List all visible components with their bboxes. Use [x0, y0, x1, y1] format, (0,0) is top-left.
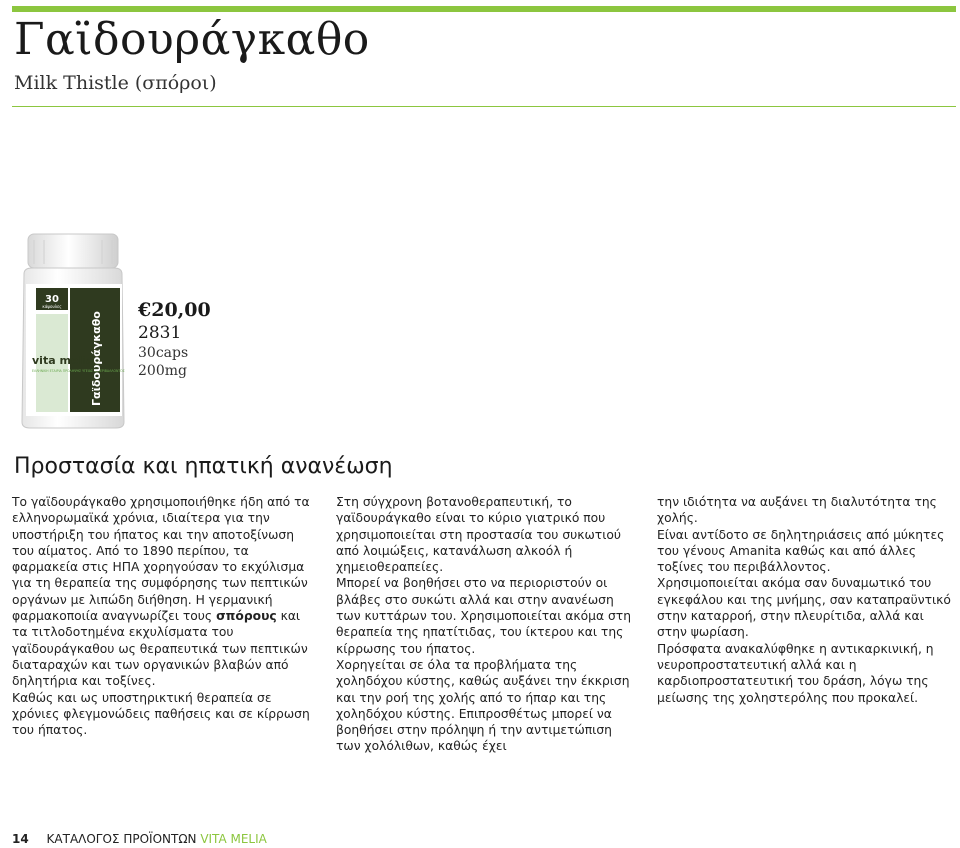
paragraph: Πρόσφατα ανακαλύφθηκε η αντικαρκινική, η νευροπροστατευτική αλλά και η καρδιοπροστατευτική του δράση, λόγω της μείωσης της χοληστερόλης που προκαλεί.	[657, 641, 934, 705]
top-accent-bar	[12, 6, 956, 12]
emphasis-text: σπόρους	[216, 609, 277, 624]
product-dose: 200mg	[138, 363, 187, 379]
paragraph	[12, 494, 312, 690]
page-footer	[12, 832, 267, 846]
text-column-2	[336, 494, 636, 755]
bottle-count-unit-text: κάψουλες	[42, 304, 62, 309]
page-title: Γαϊδουράγκαθο	[14, 14, 370, 65]
page-number: 14	[12, 832, 29, 846]
paragraph: Χρησιμοποιείται ακόμα σαν δυναμωτικό του εγκεφάλου και της μνήμης, σαν καταπραϋντικό στην καταρροή, στην πλευρίτιδα, αλλά και στην ψωρίαση.	[657, 576, 951, 640]
paragraph: την ιδιότητα να αυξάνει τη διαλυτότητα της χολής.	[657, 495, 937, 526]
product-caps: 30caps	[138, 345, 189, 361]
product-price: €20,00	[138, 299, 211, 321]
footer-brand: VITA MELIA	[200, 832, 267, 846]
section-heading: Προστασία και ηπατική ανανέωση	[14, 454, 393, 479]
paragraph-text: και τα τιτλοδοτημένα εκχυλίσματα του γαϊδουράγκαθου ως θεραπευτικά των πεπτικών διαταραχών και των οργανικών βλαβών από δηλητήρια και τοξίνες.	[12, 609, 308, 689]
product-bottle-image	[10, 230, 134, 430]
text-column-1	[12, 494, 312, 738]
bottle-product-name-text: Γαϊδουράγκαθο	[90, 311, 103, 406]
bottle-brand-text: vita melia	[32, 354, 94, 367]
paragraph: Καθώς και ως υποστηρικτική θεραπεία σε χρόνιες φλεγμονώδεις παθήσεις και σε κίρρωση του ήπατος.	[12, 690, 310, 738]
paragraph: Είναι αντίδοτο σε δηλητηριάσεις από μύκητες του γένους Amanita καθώς και από άλλες τοξίνες του περιβάλλοντος.	[657, 527, 945, 575]
product-code: 2831	[138, 323, 182, 343]
paragraph: Μπορεί να βοηθήσει στο να περιοριστούν οι βλάβες στο συκώτι αλλά και στην ανανέωση των κυττάρων του. Χρησιμοποιείται ακόμα στη θεραπεία της ηπατίτιδας, του ίκτερου και της κίρρωσης του ήπατος.	[336, 576, 631, 656]
page-subtitle: Milk Thistle (σπόροι)	[14, 72, 217, 94]
bottle-count-text: 30	[45, 294, 59, 305]
paragraph-text: Το γαϊδουράγκαθο χρησιμοποιήθηκε ήδη από τα ελληνορωμαϊκά χρόνια, ιδιαίτερα για την υποστήριξη του ήπατος και την αποτοξίνωση του αίματος. Από το 1890 περίπου, τα φαρμακεία στις ΗΠΑ χορηγούσαν το εκχύλισμα για τη θεραπεία της συμφόρησης των πεπτικών οργάνων με λιπώδη διήθηση. Η γερμανική φαρμακοποιία αναγνωρίζει τους	[12, 495, 310, 624]
paragraph: Χορηγείται σε όλα τα προβλήματα της χοληδόχου κύστης, καθώς αυξάνει την έκκριση και την ροή της χολής από το ήπαρ και της χοληδόχου κύστης. Επιπροσθέτως μπορεί να βοηθήσει στην πρόληψη ή την αντιμετώπιση των χολόλιθων, καθώς έχει	[336, 657, 630, 754]
catalog-label: ΚΑΤΑΛΟΓΟΣ ΠΡΟΪΟΝΤΩΝ	[46, 832, 197, 846]
paragraph: Στη σύγχρονη βοτανοθεραπευτική, το γαϊδουράγκαθο είναι το κύριο γιατρικό που χρησιμοποιείται στη προστασία του συκωτιού από λοιμώξεις, κατανάλωση αλκοόλ ή χημειοθεραπείες.	[336, 495, 621, 575]
product-info	[138, 298, 211, 380]
text-column-3	[657, 494, 957, 706]
title-divider	[12, 106, 956, 107]
bottle-tagline-text: ΕΛΛΗΝΙΚΗ ΕΤΑΙΡΙΑ ΠΡΟΛΗΨΗΣ ΥΓΕΙΑΣ & ΠΕΡΙΒΑΛΛΟΝΤΟΣ	[32, 369, 125, 373]
